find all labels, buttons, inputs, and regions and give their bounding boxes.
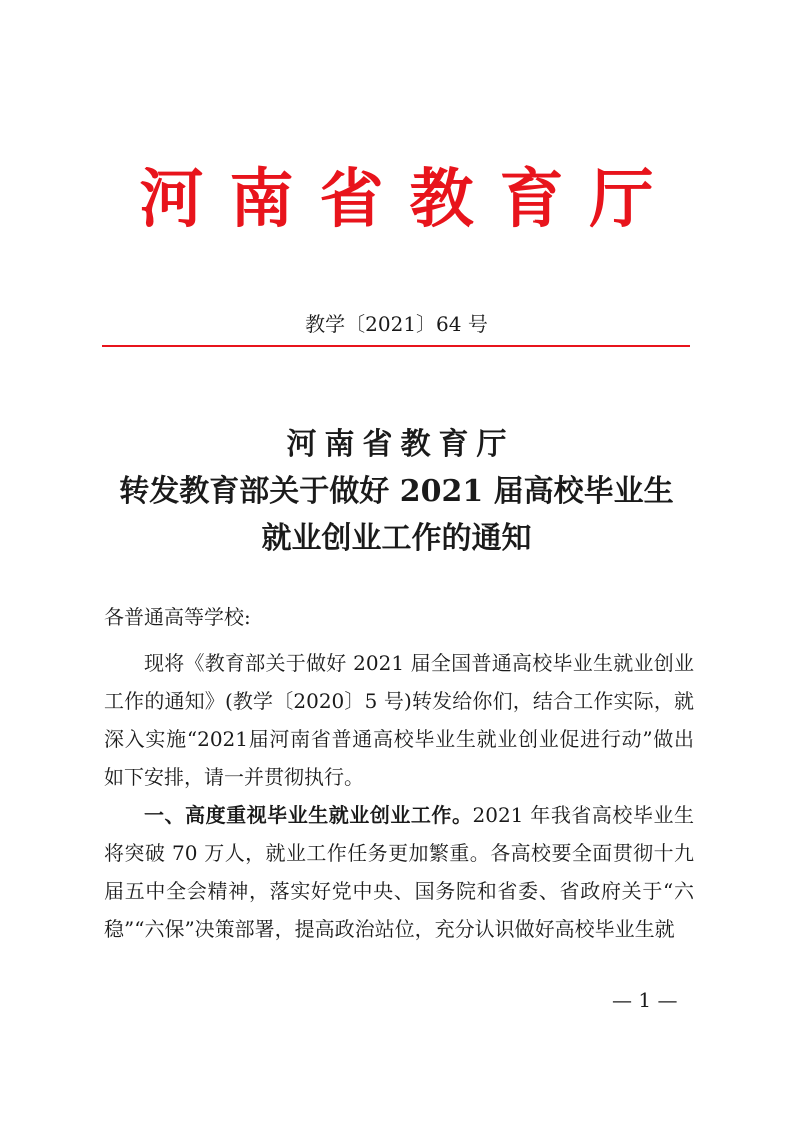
paragraph-1: 现将《教育部关于做好 2021 届全国普通高校毕业生就业创业工作的通知》(教学〔2020〕5 号)转发给你们，结合工作实际，就深入实施“2021届河南省普通高校毕业生就业创业促进行动”做出如下安排，请一并贯彻执行。 <box>104 651 694 789</box>
document-number: 教学〔2021〕64 号 <box>305 312 488 336</box>
paragraph-2-body: 2021 年我省高校毕业生将突破 70 万人，就业工作任务更加繁重。各高校要全面贯彻十九届五中全会精神，落实好党中央、国务院和省委、省政府关于“六稳”“六保”决策部署，提高政治站位，充分认识做好高校毕业生就 <box>104 803 695 941</box>
salutation: 各普通高等学校: <box>104 605 251 629</box>
page-number: — 1 — <box>612 988 678 1012</box>
masthead-title: 河南省教育厅 <box>139 162 680 237</box>
document-title-line-1: 河南省教育厅 <box>286 427 515 462</box>
paragraph-2 <box>104 796 694 948</box>
paragraph-2-heading: 一、高度重视毕业生就业创业工作。 <box>144 803 473 827</box>
document-title-line-3: 就业创业工作的通知 <box>261 521 532 556</box>
document-title-line-2: 转发教育部关于做好 2021 届高校毕业生 <box>119 474 674 509</box>
red-divider-line <box>102 345 690 347</box>
